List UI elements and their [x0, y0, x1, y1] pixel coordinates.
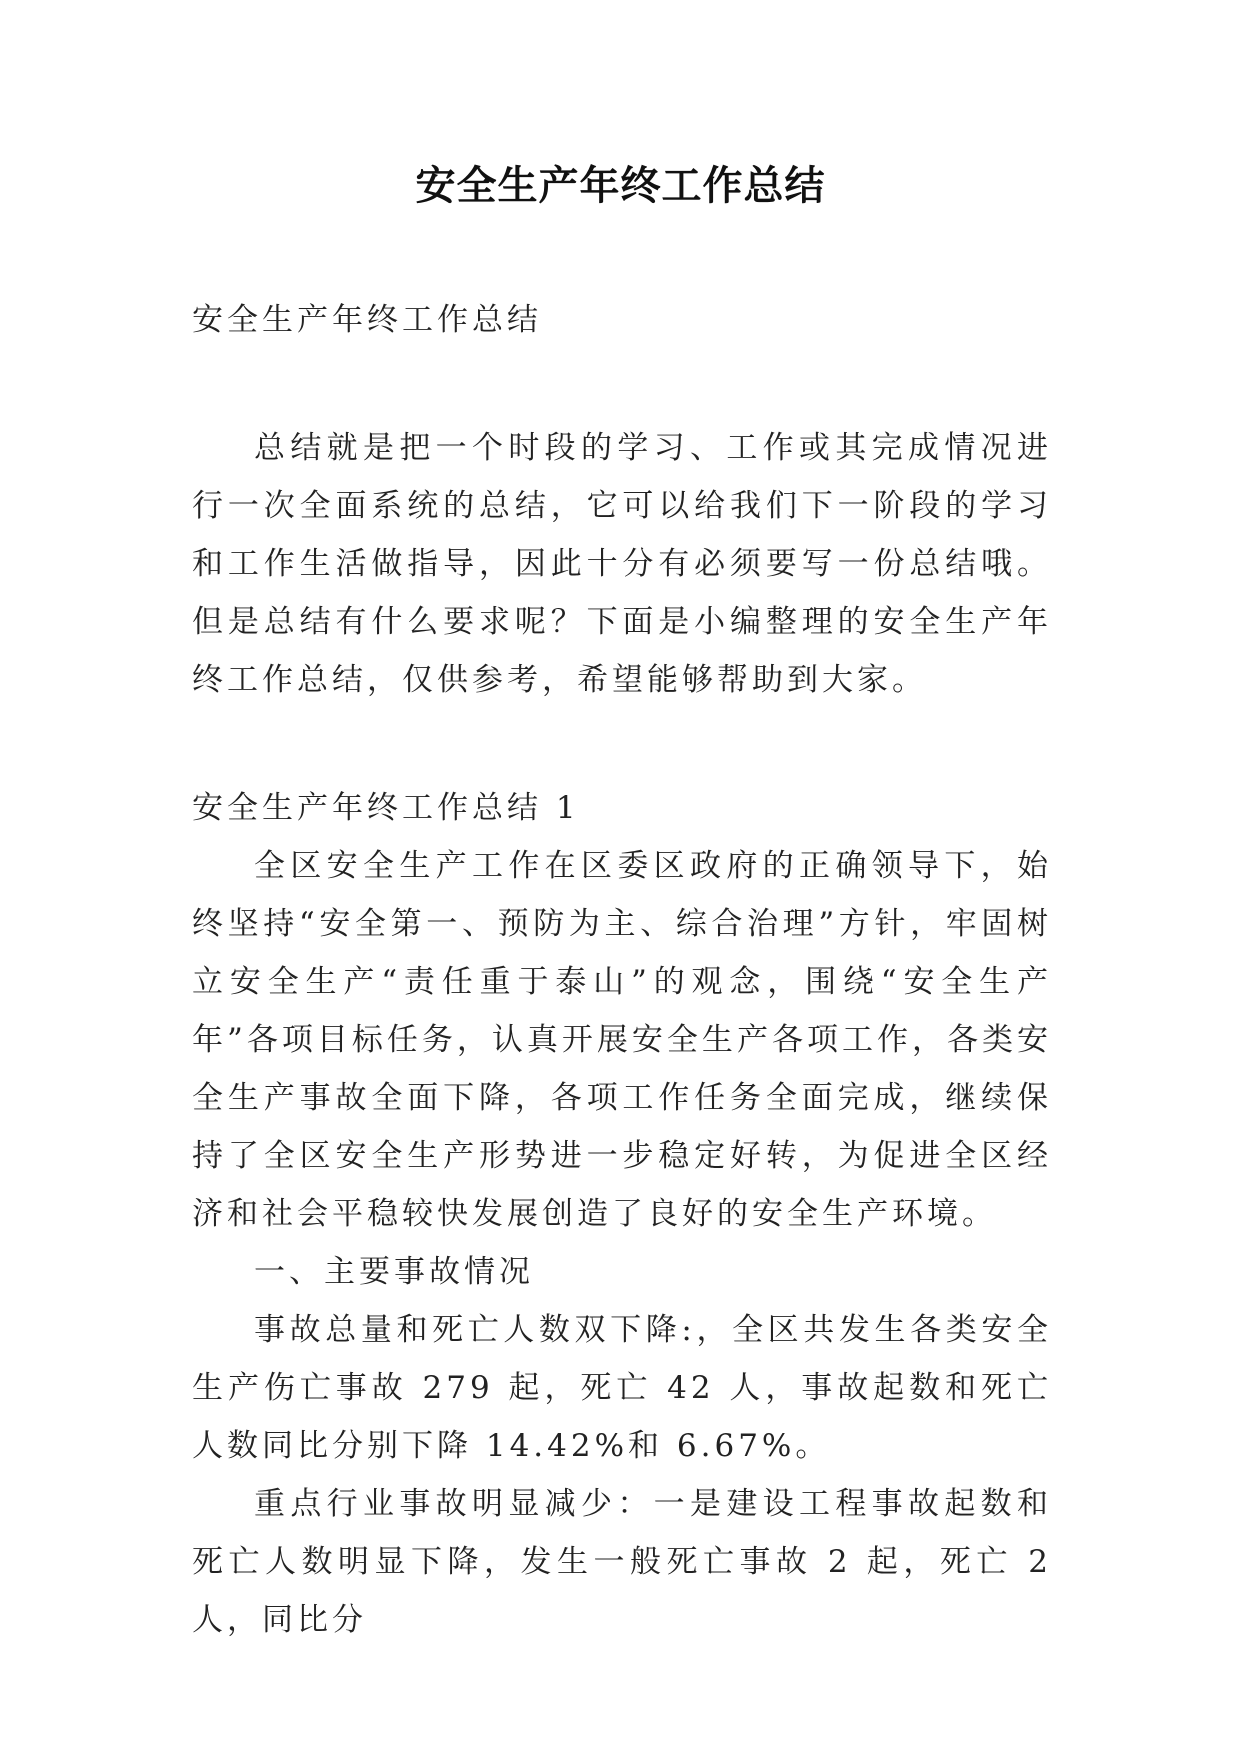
section-heading: 安全生产年终工作总结 1 — [192, 790, 580, 826]
key-industries-paragraph: 重点行业事故明显减少：一是建设工程事故起数和死亡人数明显下降，发生一般死亡事故 2 起，死亡 2 人，同比分 — [192, 1486, 1052, 1638]
accident-summary-paragraph: 事故总量和死亡人数双下降:，全区共发生各类安全生产伤亡事故 279 起，死亡 42 人，事故起数和死亡人数同比分别下降 14.42%和 6.67%。 — [192, 1312, 1052, 1464]
section-paragraph: 全区安全生产工作在区委区政府的正确领导下，始终坚持“安全第一、预防为主、综合治理”方针，牢固树立安全生产“责任重于泰山”的观念，围绕“安全生产年”各项目标任务，认真开展安全生产各项工作，各类安全生产事故全面下降，各项工作任务全面完成，继续保持了全区安全生产形势进一步稳定好转，为促进全区经济和社会平稳较快发展创造了良好的安全生产环境。 — [192, 848, 1052, 1232]
document-title: 安全生产年终工作总结 — [415, 163, 826, 209]
document-subtitle: 安全生产年终工作总结 — [192, 302, 542, 338]
subheading: 一、主要事故情况 — [254, 1254, 534, 1290]
document-body — [192, 291, 1052, 1649]
intro-paragraph: 总结就是把一个时段的学习、工作或其完成情况进行一次全面系统的总结，它可以给我们下一阶段的学习和工作生活做指导，因此十分有必须要写一份总结哦。但是总结有什么要求呢？下面是小编整理的安全生产年终工作总结，仅供参考，希望能够帮助到大家。 — [192, 430, 1052, 698]
